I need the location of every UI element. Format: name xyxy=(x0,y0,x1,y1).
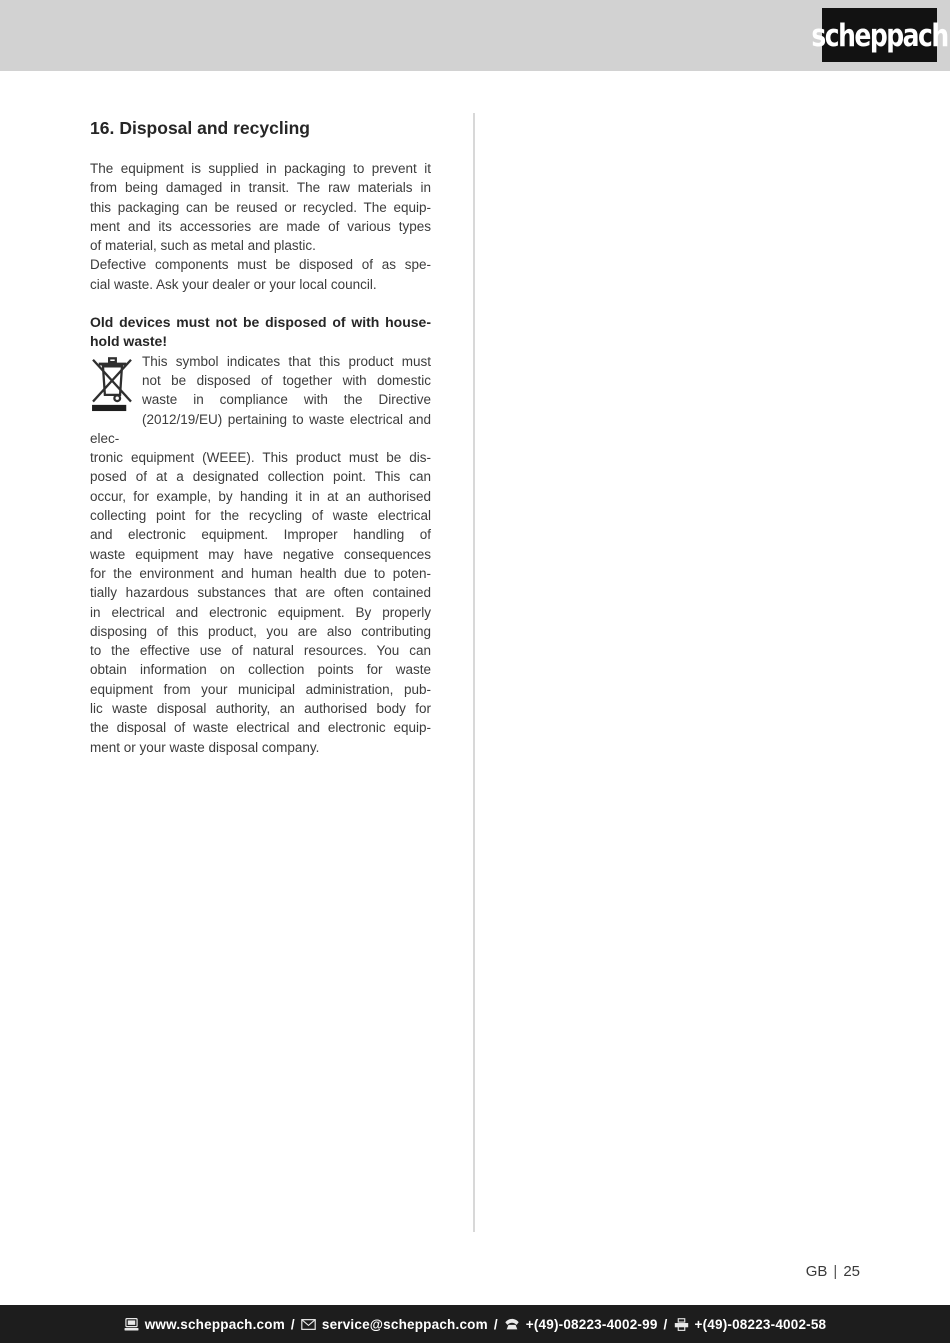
page-marker-separator: | xyxy=(833,1263,838,1280)
phone-icon xyxy=(504,1318,520,1330)
section-title-text: Disposal and recycling xyxy=(119,118,310,138)
column-divider xyxy=(473,113,475,1232)
main-text-column xyxy=(90,117,431,757)
paragraph-defective-components: Defective components must be disposed of as spe- cial waste. Ask your dealer or your local council. xyxy=(90,257,431,292)
paragraph-weee-text: This symbol indicates that this product must not be disposed of together with domestic waste in compliance with the Directive (2012/19/EU) pertaining to waste electrical and elec- tronic equipment (WEEE). This product must be dis- posed of at a designated collection point. This can occur, for example, by handing it in at an authorised collecting point for the recycling of waste electrical and electronic equipment. Improper handling of waste equipment may have negative consequences for the environment and human health due to poten- tially hazardous substances that are often contained in electrical and electronic equipment. By properly disposing of this product, you are also contributing to the effective use of natural resources. You can obtain information on collection points for waste equipment from your municipal administration, pub- lic waste disposal authority, an authorised body for the disposal of waste electrical and electronic equip- ment or your waste disposal company. xyxy=(90,353,431,755)
weee-crossed-out-wheelie-bin-icon xyxy=(90,355,134,412)
scheppach-logo xyxy=(811,8,948,62)
section-number: 16. xyxy=(90,118,115,138)
footer-separator: / xyxy=(290,1316,295,1332)
top-gray-band xyxy=(0,0,950,71)
fax-icon xyxy=(674,1318,689,1331)
subheading-old-devices: Old devices must not be disposed of with house- hold waste! xyxy=(90,314,431,350)
paragraph-weee xyxy=(90,352,431,757)
computer-icon xyxy=(124,1318,139,1331)
page-marker xyxy=(806,1263,860,1280)
section-title xyxy=(90,117,431,139)
footer-website: www.scheppach.com xyxy=(144,1316,285,1332)
footer-email: service@scheppach.com xyxy=(321,1316,488,1332)
footer-separator: / xyxy=(493,1316,498,1332)
page-number: 25 xyxy=(843,1263,860,1280)
scheppach-logo-text: scheppach xyxy=(811,16,948,54)
contact-footer-bar xyxy=(0,1305,950,1343)
footer-phone: +(49)-08223-4002-99 xyxy=(525,1316,658,1332)
page-language: GB xyxy=(805,1263,828,1280)
footer-fax: +(49)-08223-4002-58 xyxy=(694,1316,827,1332)
email-icon xyxy=(301,1319,316,1330)
footer-separator: / xyxy=(663,1316,668,1332)
paragraph-packaging: The equipment is supplied in packaging to prevent it from being damaged in transit. The raw materials in this packaging can be reused or recycled. The equip- ment and its accessories are made of various types of material, such as metal and plastic. xyxy=(90,161,431,254)
